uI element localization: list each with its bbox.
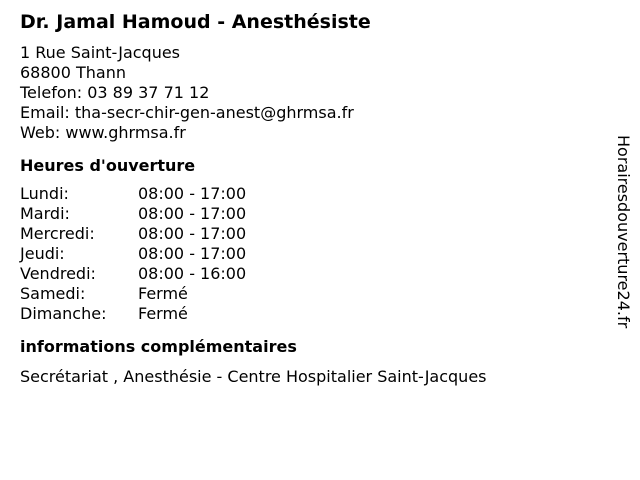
hours-row-friday — [20, 264, 600, 284]
phone-line: Telefon: 03 89 37 71 12 — [20, 83, 210, 102]
street-address: 1 Rue Saint-Jacques — [20, 43, 181, 62]
hours-time: 08:00 - 17:00 — [138, 224, 247, 243]
hours-time: Fermé — [138, 304, 188, 323]
page-title: Dr. Jamal Hamoud - Anesthésiste — [20, 11, 371, 33]
hours-row-tuesday — [20, 204, 600, 224]
hours-row-monday — [20, 184, 600, 204]
hours-time: Fermé — [138, 284, 188, 303]
hours-table — [20, 184, 600, 324]
hours-day: Jeudi: — [20, 244, 65, 263]
hours-row-thursday — [20, 244, 600, 264]
site-brand-watermark: Horairesdouverture24.fr — [614, 135, 633, 329]
hours-time: 08:00 - 17:00 — [138, 244, 247, 263]
hours-row-saturday — [20, 284, 600, 304]
hours-day: Mardi: — [20, 204, 70, 223]
hours-time: 08:00 - 16:00 — [138, 264, 247, 283]
info-heading: informations complémentaires — [20, 337, 297, 356]
hours-day: Dimanche: — [20, 304, 107, 323]
hours-day: Vendredi: — [20, 264, 96, 283]
city-line: 68800 Thann — [20, 63, 126, 82]
hours-day: Lundi: — [20, 184, 69, 203]
hours-day: Mercredi: — [20, 224, 95, 243]
hours-day: Samedi: — [20, 284, 86, 303]
hours-heading: Heures d'ouverture — [20, 156, 196, 175]
business-card — [20, 10, 600, 387]
hours-row-sunday — [20, 304, 600, 324]
info-text: Secrétariat , Anesthésie - Centre Hospitalier Saint-Jacques — [20, 367, 487, 386]
hours-time: 08:00 - 17:00 — [138, 184, 247, 203]
web-line: Web: www.ghrmsa.fr — [20, 123, 186, 142]
hours-time: 08:00 - 17:00 — [138, 204, 247, 223]
hours-row-wednesday — [20, 224, 600, 244]
email-line: Email: tha-secr-chir-gen-anest@ghrmsa.fr — [20, 103, 354, 122]
address-block — [20, 43, 600, 143]
